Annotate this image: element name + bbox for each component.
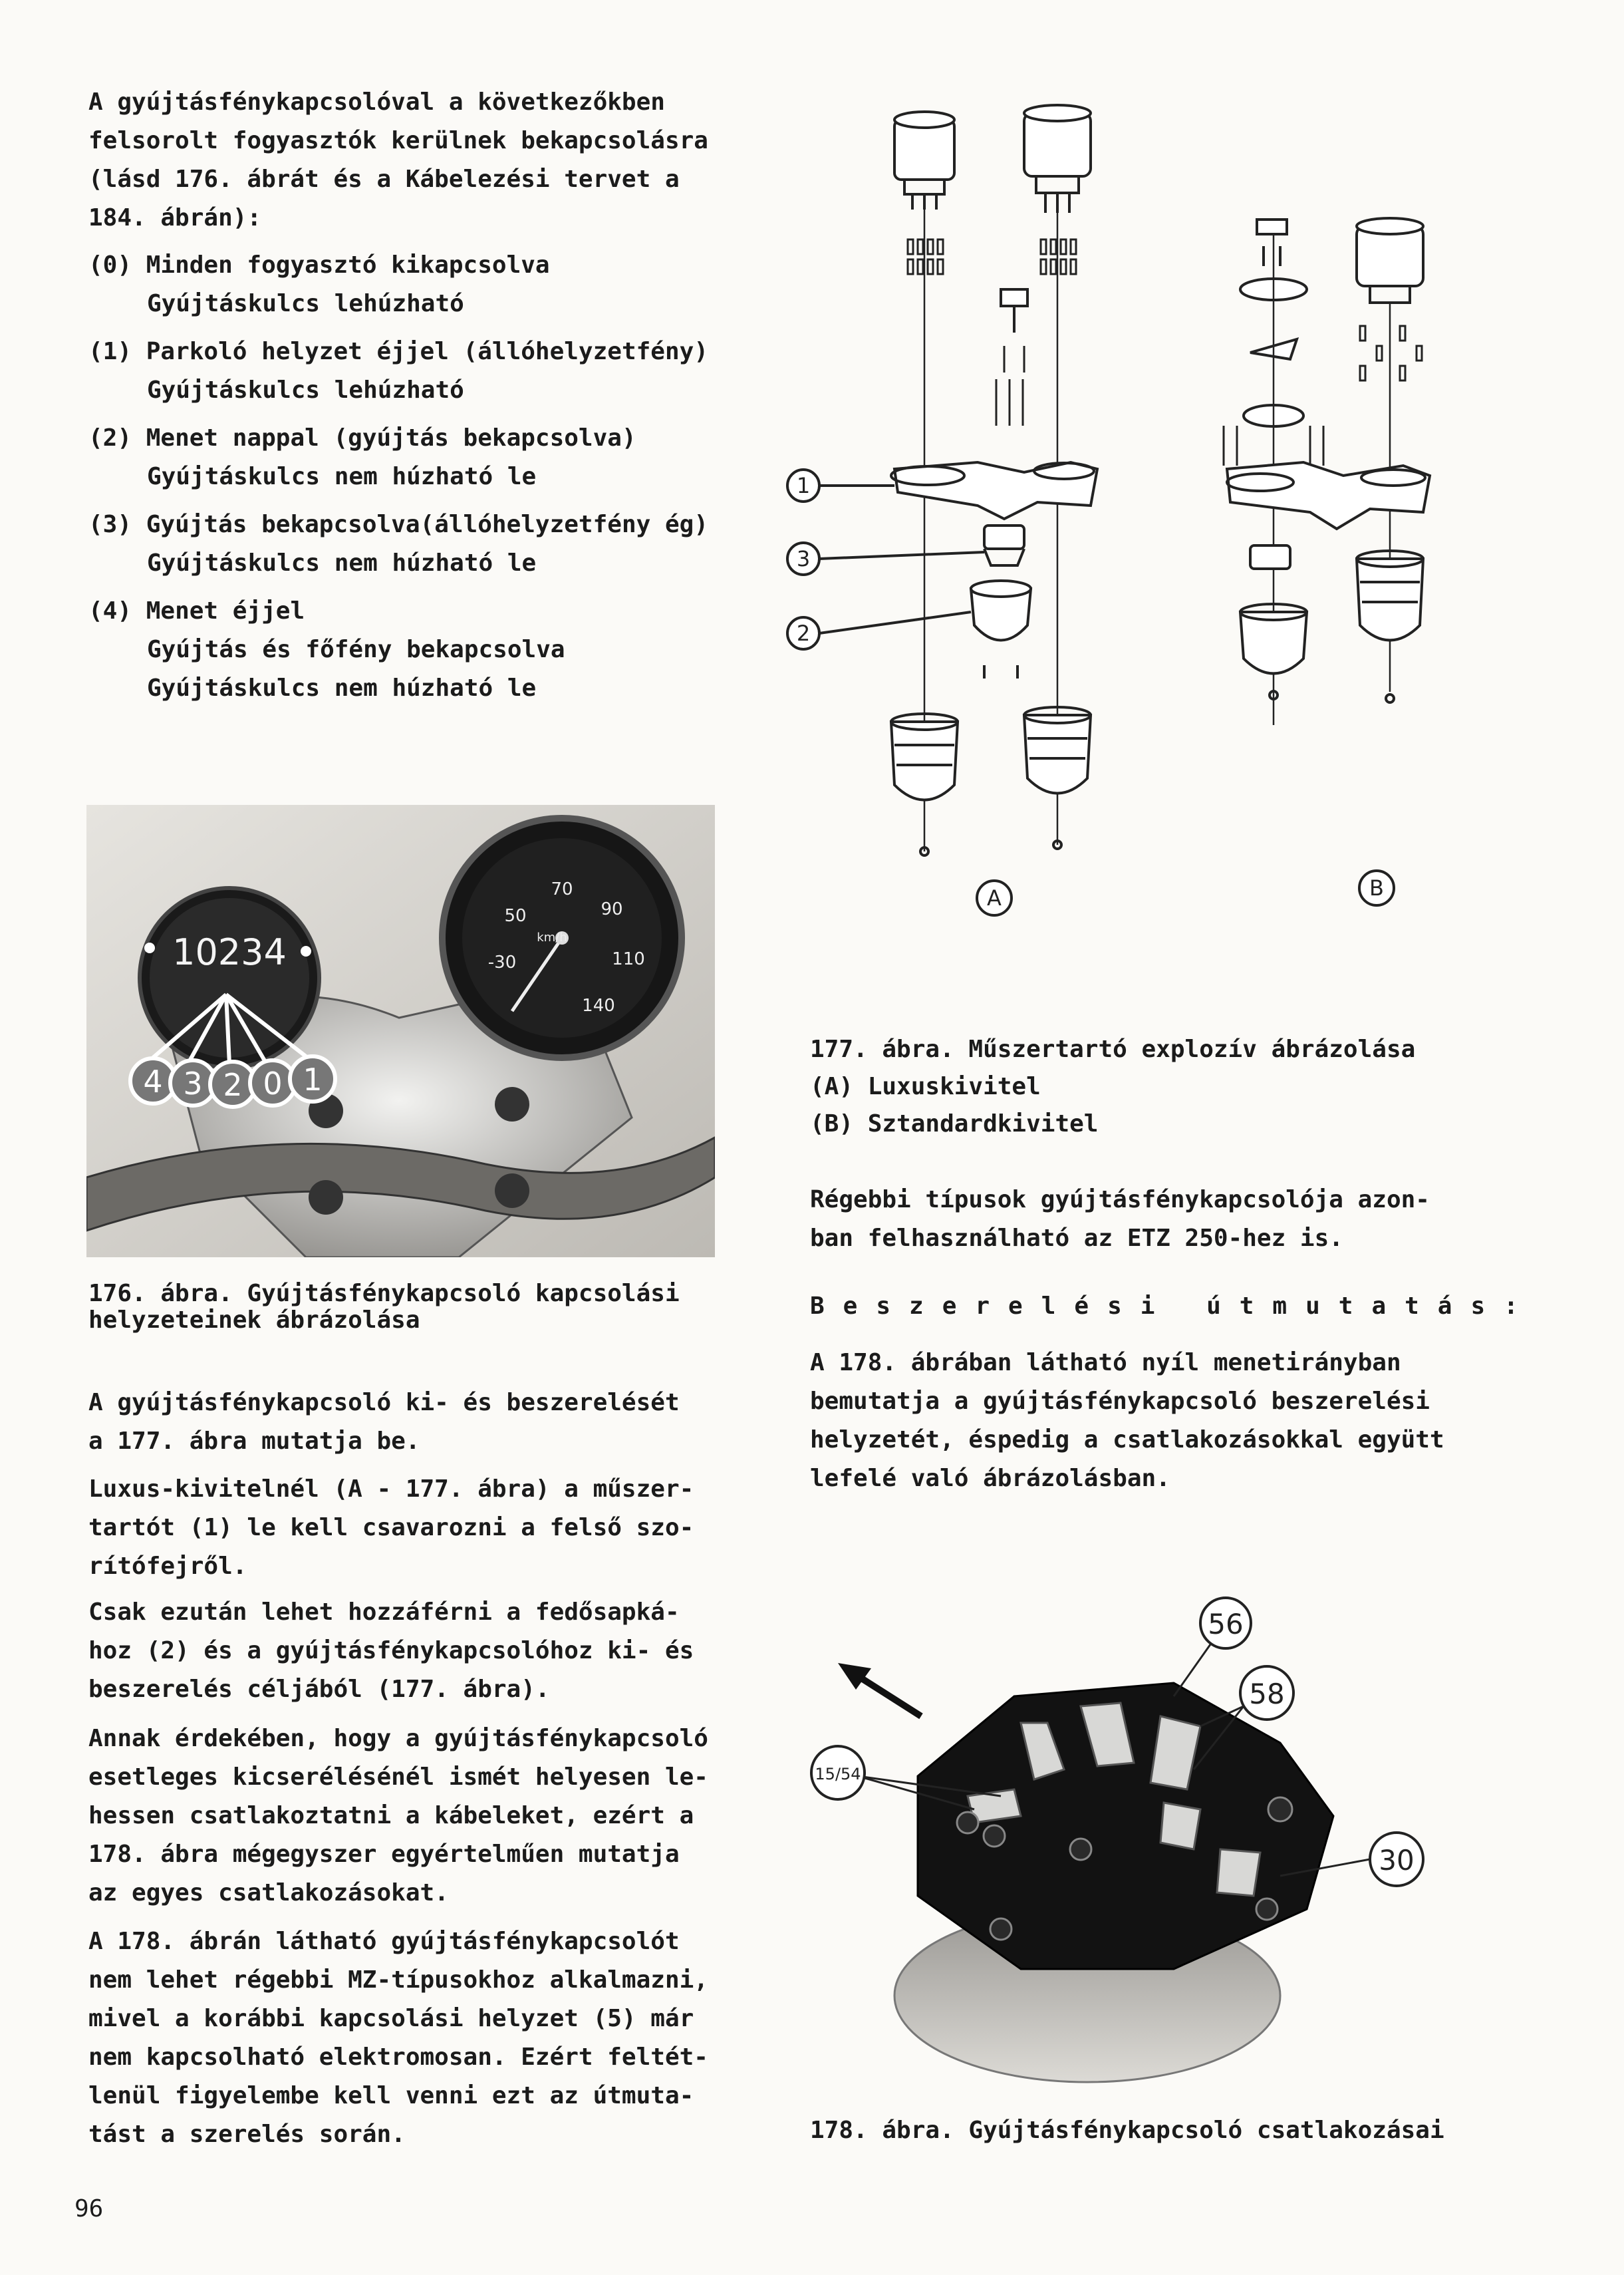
- gauge-housing-a: [891, 714, 958, 800]
- speedo-unit: km/h: [537, 931, 567, 945]
- gauge-housing-b: [1357, 551, 1423, 641]
- cover-cap-b: [1240, 604, 1307, 674]
- callout-2-label: 2: [796, 621, 811, 646]
- callout-58-label: 58: [1249, 1678, 1285, 1710]
- gauge-right-a: [1024, 105, 1091, 213]
- callout-2: [787, 612, 971, 649]
- left-paragraph-3: Csak ezután lehet hozzáférni a fedősapká- hoz (2) és a gyújtásfénykapcsolóhoz ki- és beszerelés céljából (177. ábra).: [88, 1598, 694, 1703]
- callout-56-label: 56: [1208, 1608, 1244, 1640]
- intro-line: (lásd 176. ábrát és a Kábelezési tervet a: [88, 166, 680, 193]
- terminal: [1217, 1849, 1260, 1896]
- page-number: 96: [74, 2195, 104, 2222]
- variant-b-label: B: [1369, 875, 1384, 901]
- intro-line: A gyújtásfénykapcsolóval a következőkben: [88, 88, 665, 116]
- figure-177-exploded-drawing: [785, 93, 1530, 958]
- position-item: (4) Menet éjjel Gyújtás és főfény bekapcsolva Gyújtáskulcs nem húzható le: [88, 597, 565, 702]
- figure-176-photo: [86, 805, 715, 1257]
- intro-paragraph: [88, 83, 708, 237]
- position-item: (0) Minden fogyasztó kikapcsolva Gyújtáskulcs lehúzható: [88, 251, 550, 317]
- leader-56: [1174, 1640, 1214, 1696]
- callout-15-54-label: 15/54: [815, 1765, 861, 1783]
- direction-arrow-icon: [838, 1663, 921, 1716]
- callout-30-label: 30: [1379, 1844, 1415, 1877]
- position-list: [88, 246, 708, 708]
- left-paragraph-1: A gyújtásfénykapcsoló ki- és beszerelését a 177. ábra mutatja be.: [88, 1389, 680, 1455]
- gauge-housing-a2: [1024, 707, 1091, 794]
- position-item: (3) Gyújtás bekapcsolva(állóhelyzetfény ég) Gyújtáskulcs nem húzható le: [88, 511, 708, 577]
- ignition-switch-b: [1250, 545, 1290, 569]
- install-heading: Beszerelési útmutatás:: [810, 1292, 1537, 1320]
- speedo-tick: 50: [504, 906, 527, 926]
- speedo-tick: 90: [601, 899, 623, 919]
- bulb-sockets-b: [1360, 326, 1422, 380]
- figure-178-caption: 178. ábra. Gyújtásfénykapcsoló csatlakozásai: [810, 2117, 1444, 2144]
- position-item: (2) Menet nappal (gyújtás bekapcsolva) Gyújtáskulcs nem húzható le: [88, 424, 636, 490]
- callout-3: [787, 543, 984, 575]
- speedo-tick: 70: [551, 879, 573, 899]
- variant-a-label: A: [987, 885, 1002, 911]
- cover-cap-a: [971, 581, 1031, 641]
- older-types-paragraph: Régebbi típusok gyújtásfénykapcsolója azon- ban felhasználható az ETZ 250-hez is.: [810, 1186, 1430, 1252]
- callout-1-label: 1: [303, 1062, 323, 1098]
- install-paragraph: A 178. ábrában látható nyíl menetirányban bemutatja a gyújtásfénykapcsoló beszerelési helyzetét, éspedig a csatlakozásokkal együtt lefelé való ábrázolásban.: [810, 1349, 1444, 1492]
- gauge-left-a: [894, 112, 954, 210]
- left-paragraph-4: Annak érdekében, hogy a gyújtásfénykapcsoló esetleges kicserélésénél ismét helyesen le- hessen csatlakoztatni a kábeleket, ezért a 178. ábra mégegyszer egyértelműen mutatja az egyes csatlakozásokat.: [88, 1725, 708, 1906]
- figure-176-caption: 176. ábra. Gyújtásfénykapcsoló kapcsolási helyzeteinek ábrázolása: [88, 1280, 680, 1334]
- speedo-tick: 140: [582, 996, 615, 1016]
- callout-2-label: 2: [223, 1067, 243, 1103]
- intro-line: 184. ábrán):: [88, 204, 262, 231]
- left-paragraph-2: Luxus-kivitelnél (A - 177. ábra) a műszer- tartót (1) le kell csavarozni a felső szo- rítófejről.: [88, 1475, 694, 1580]
- instrument-bracket-a: [891, 462, 1097, 519]
- callout-1-label: 1: [796, 473, 811, 498]
- bulb-sockets-a: [908, 239, 1076, 274]
- terminal: [1160, 1803, 1200, 1849]
- ignition-switch-a: [984, 526, 1024, 565]
- speedo-tick: -30: [487, 953, 517, 973]
- figure-177-caption: 177. ábra. Műszertartó explozív ábrázolása (A) Luxuskivitel (B) Sztandardkivitel: [810, 1036, 1416, 1138]
- position-item: (1) Parkoló helyzet éjjel (állóhelyzetfény) Gyújtáskulcs lehúzható: [88, 338, 708, 404]
- instrument-bracket-b: [1227, 462, 1430, 529]
- figure-178-photo: [801, 1596, 1466, 2102]
- intro-line: felsorolt fogyasztók kerülnek bekapcsolásra: [88, 127, 708, 154]
- callout-3-label: 3: [796, 546, 811, 571]
- dial-positions-label: 10234: [172, 931, 287, 973]
- callout-0-label: 0: [263, 1066, 283, 1102]
- callout-4-label: 4: [143, 1064, 163, 1100]
- left-paragraph-5: A 178. ábrán látható gyújtásfénykapcsolót nem lehet régebbi MZ-típusokhoz alkalmazni, mivel a korábbi kapcsolási helyzet (5) már nem kapcsolható elektromosan. Ezért feltét- lenül figyelembe kell venni ezt az útmuta- tást a szerelés során.: [88, 1928, 708, 2148]
- speedo-tick: 110: [612, 949, 645, 969]
- callout-3-label: 3: [183, 1066, 203, 1102]
